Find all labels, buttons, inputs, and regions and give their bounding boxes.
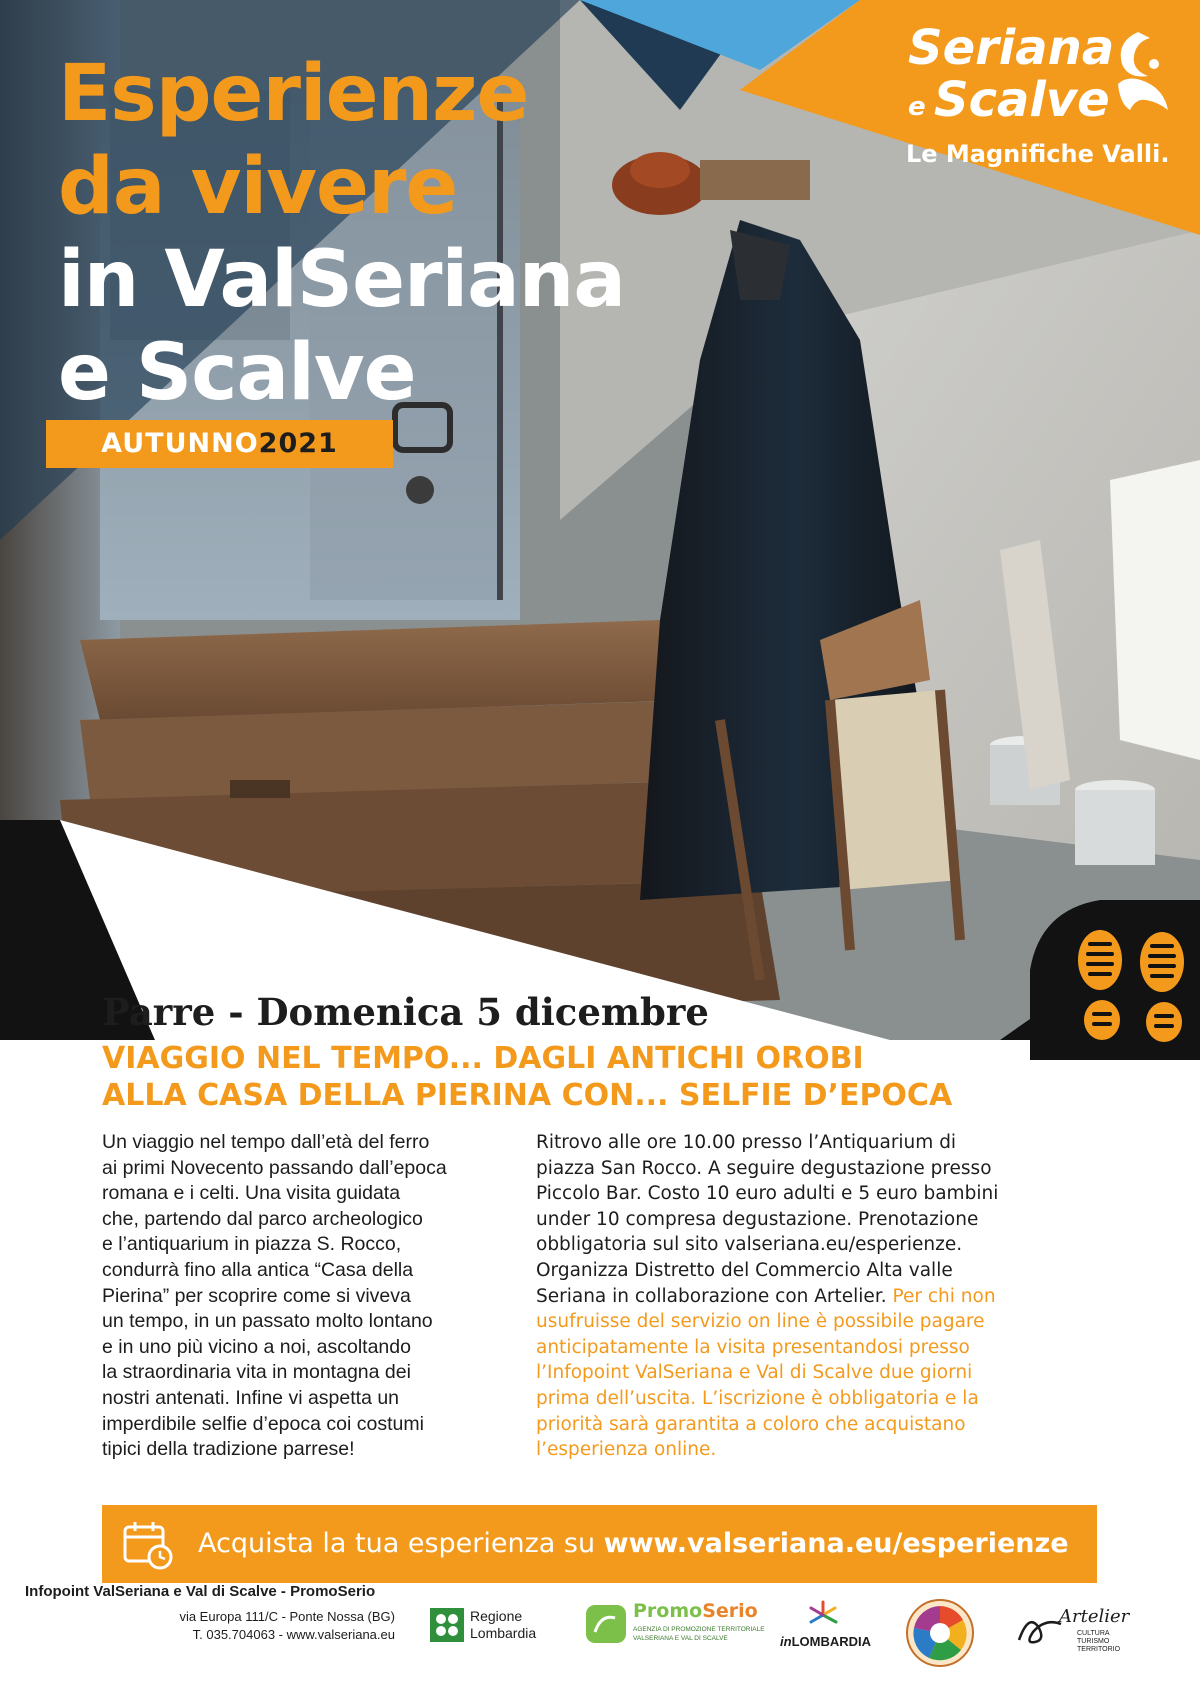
info-orange-line: usufruisse del servizio on line è possibile pagare	[536, 1311, 985, 1333]
season-word: AUTUNNO	[101, 428, 259, 459]
description-line: tipici della tradizione parrese!	[102, 1438, 355, 1461]
description-line: condurrà fino alla antica “Casa della	[102, 1258, 414, 1281]
promoserio-logo[interactable]	[585, 1600, 765, 1656]
lombardia-rose-icon	[430, 1608, 464, 1642]
promoserio-mark-icon	[585, 1604, 627, 1644]
artelier-sub-3: TERRITORIO	[1077, 1646, 1121, 1653]
description-line: ai primi Novecento passando dall’epoca	[102, 1156, 447, 1179]
artelier-sub-2: TURISMO	[1077, 1638, 1110, 1645]
info-line: Piccolo Bar. Costo 10 euro adulti e 5 euro bambini	[536, 1183, 999, 1205]
description-line: la straordinaria vita in montagna dei	[102, 1361, 411, 1384]
info-line: Organizza Distretto del Commercio Alta valle	[536, 1259, 953, 1281]
info-orange-line: l’esperienza online.	[536, 1439, 717, 1461]
footer-name: Infopoint ValSeriana e Val di Scalve - PromoSerio	[25, 1583, 376, 1600]
promoserio-a: Promo	[633, 1600, 703, 1622]
info-line: under 10 compresa degustazione. Prenotazione	[536, 1208, 979, 1230]
season-year: 2021	[258, 428, 338, 459]
promoserio-sub-1: AGENZIA DI PROMOZIONE TERRITORIALE	[633, 1626, 765, 1633]
event-heading: Parre - Domenica 5 dicembre	[102, 990, 709, 1034]
artelier-sub-1: CULTURA	[1077, 1630, 1110, 1637]
footer-address: via Europa 111/C - Ponte Nossa (BG)	[179, 1609, 395, 1624]
info-orange-line: l’Infopoint ValSeriana e Val di Scalve due giorni	[536, 1362, 973, 1384]
info-line: piazza San Rocco. A seguire degustazione presso	[536, 1157, 992, 1179]
footprints-icon	[1070, 930, 1195, 1050]
info-orange-line: anticipatamente la visita presentandosi presso	[536, 1336, 970, 1358]
inlombardia-logo[interactable]	[778, 1600, 878, 1656]
brand-e: e	[908, 92, 926, 122]
distretto-commercio-logo[interactable]	[905, 1598, 975, 1668]
info-line: obbligatoria sul sito valseriana.eu/esperienze.	[536, 1234, 963, 1256]
event-subtitle-line-2: ALLA CASA DELLA PIERINA CON... SELFIE D’EPOCA	[102, 1078, 953, 1113]
event-subtitle	[102, 1040, 952, 1114]
cta-banner[interactable]	[102, 1505, 1097, 1583]
footer-phone[interactable]: T. 035.704063 - www.valseriana.eu	[192, 1627, 395, 1642]
title-line-4: e Scalve	[58, 328, 416, 418]
cta-text	[198, 1505, 1069, 1583]
regione-label-2: Lombardia	[470, 1625, 537, 1641]
event-subtitle-line-1: VIAGGIO NEL TEMPO... DAGLI ANTICHI OROBI	[102, 1041, 864, 1076]
artelier-swirl-icon	[1015, 1610, 1065, 1650]
event-description	[102, 1130, 482, 1463]
cta-link[interactable]: www.valseriana.eu/esperienze	[603, 1528, 1069, 1559]
info-line: Ritrovo alle ore 10.00 presso l’Antiquarium di	[536, 1132, 957, 1153]
brand-mark-icon	[1098, 24, 1178, 134]
brand-logo[interactable]	[880, 20, 1180, 180]
promoserio-sub-2: VALSERIANA E VAL DI SCALVE	[633, 1635, 728, 1642]
title-line-3: in ValSeriana	[58, 235, 625, 325]
info-mixed-orange: Per chi non	[892, 1285, 996, 1307]
season-badge	[46, 420, 393, 468]
info-orange-line: priorità sarà garantita a coloro che acquistano	[536, 1413, 966, 1435]
title-line-2: da vivere	[58, 142, 458, 232]
info-mixed-start: Seriana in collaborazione con Artelier.	[536, 1285, 887, 1307]
description-line: e in uno più vicino a noi, ascoltando	[102, 1335, 411, 1358]
title-line-1: Esperienze	[58, 49, 529, 139]
description-line: che, partendo dal parco archeologico	[102, 1207, 423, 1230]
calendar-clock-icon	[122, 1519, 174, 1571]
info-orange-line: prima dell’uscita. L’iscrizione è obbligatoria e la	[536, 1387, 979, 1409]
promoserio-b: Serio	[702, 1600, 758, 1622]
description-line: romana e i celti. Una visita guidata	[102, 1182, 401, 1205]
event-info	[536, 1130, 1096, 1463]
brand-line-1: Seriana	[908, 20, 1115, 76]
artelier-logo[interactable]	[1015, 1600, 1135, 1656]
description-line: e l’antiquarium in piazza S. Rocco,	[102, 1233, 402, 1256]
inlombardia-in: in	[780, 1634, 792, 1649]
description-line: un tempo, in un passato molto lontano	[102, 1310, 433, 1333]
description-line: Pierina” per scoprire come si viveva	[102, 1284, 411, 1307]
description-line: nostri antenati. Infine vi aspetta un	[102, 1386, 400, 1409]
description-line: Un viaggio nel tempo dall’età del ferro	[102, 1131, 430, 1153]
regione-label-1: Regione	[470, 1608, 523, 1624]
cta-label: Acquista la tua esperienza su	[198, 1528, 596, 1559]
promoserio-label	[633, 1600, 758, 1622]
info-line-mixed	[536, 1284, 1096, 1310]
inlombardia-word: LOMBARDIA	[791, 1634, 871, 1649]
inlombardia-label	[780, 1634, 871, 1649]
brand-line-2: Scalve	[934, 72, 1110, 128]
regione-lombardia-logo[interactable]	[430, 1600, 550, 1656]
page-title	[58, 48, 625, 420]
artelier-label: Artelier	[1059, 1606, 1130, 1627]
description-line: imperdibile selfie d’epoca coi costumi	[102, 1412, 424, 1435]
inlombardia-star-icon	[806, 1600, 840, 1630]
brand-tagline: Le Magnifiche Valli.	[906, 140, 1170, 168]
